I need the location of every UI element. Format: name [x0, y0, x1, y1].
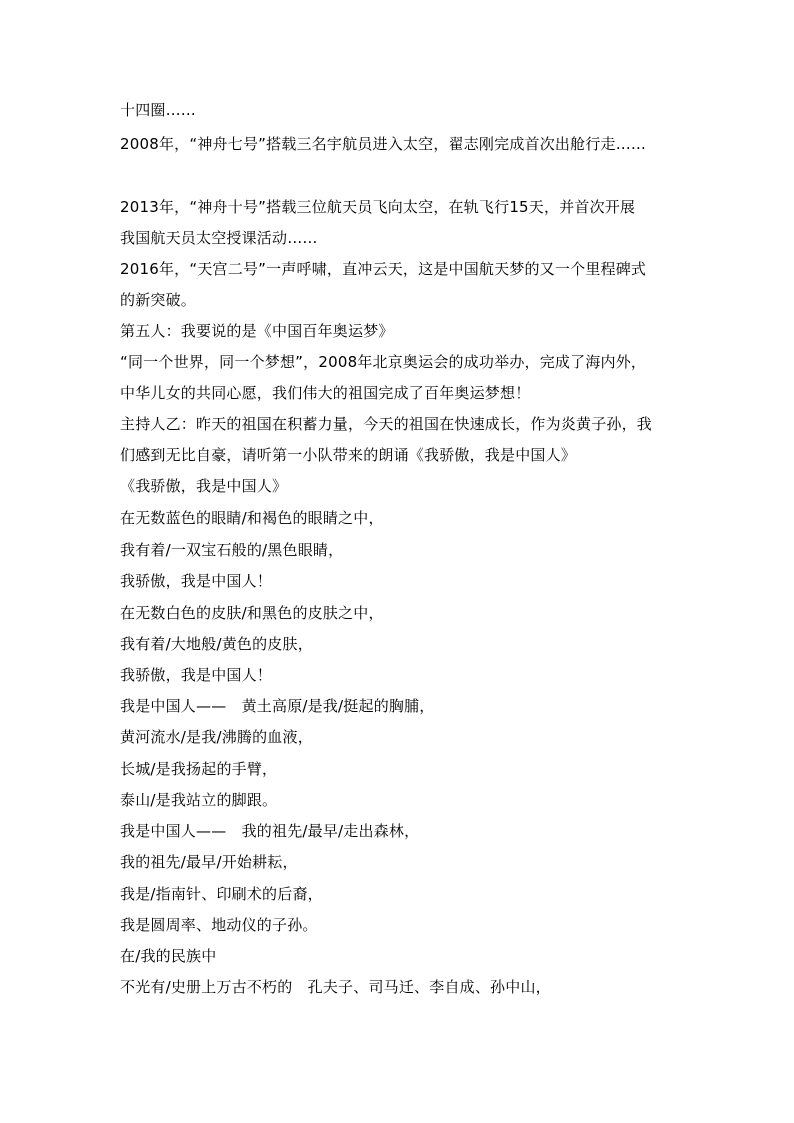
poem-line: 在无数白色的皮肤/和黑色的皮肤之中， [120, 604, 384, 622]
poem-line: 我有着/一双宝石般的/黑色眼睛， [120, 541, 344, 559]
poem-line: 我是中国人—— 黄土高原/是我/挺起的胸脯， [120, 697, 435, 715]
poem-line: 我是/指南针、印刷术的后裔， [120, 885, 323, 903]
poem-line: 在无数蓝色的眼睛/和褐色的眼睛之中， [120, 509, 384, 527]
text-line: 2016年，“天宫二号”一声呼啸，直冲云天，这是中国航天梦的又一个里程碑式 [120, 260, 647, 278]
poem-line: 长城/是我扬起的手臂， [120, 760, 278, 778]
poem-line: 不光有/史册上万古不朽的 孔夫子、司马迁、李自成、孙中山， [120, 978, 551, 996]
text-line: “同一个世界，同一个梦想”，2008年北京奥运会的成功举办，完成了海内外， [120, 353, 647, 371]
text-line: 主持人乙：昨天的祖国在积蓄力量，今天的祖国在快速成长，作为炎黄子孙，我 [120, 415, 653, 433]
poem-line: 我是中国人—— 我的祖先/最早/走出森林， [120, 822, 420, 840]
text-line: 中华儿女的共同心愿，我们伟大的祖国完成了百年奥运梦想！ [120, 384, 531, 402]
text-line: 2008年，“神舟七号”搭载三名宇航员进入太空，翟志刚完成首次出舱行走…… [120, 135, 647, 153]
poem-line: 我是圆周率、地动仪的子孙。 [120, 916, 318, 934]
text-line: 们感到无比自豪，请听第一小队带来的朗诵《我骄傲，我是中国人》 [120, 446, 577, 464]
poem-line: 我骄傲，我是中国人！ [120, 666, 273, 684]
text-line: 十四圈…… [120, 101, 197, 119]
text-line: 我国航天员太空授课活动…… [120, 229, 318, 247]
text-line: 2013年，“神舟十号”搭载三位航天员飞向太空，在轨飞行15天，并首次开展 [120, 198, 636, 216]
poem-line: 我骄傲，我是中国人！ [120, 572, 273, 590]
poem-line: 在/我的民族中 [120, 947, 217, 965]
text-line: 的新突破。 [120, 291, 197, 309]
section-heading: 第五人：我要说的是《中国百年奥运梦》 [120, 322, 394, 340]
poem-line: 黄河流水/是我/沸腾的血液， [120, 728, 313, 746]
poem-line: 我的祖先/最早/开始耕耘， [120, 853, 298, 871]
poem-line: 泰山/是我站立的脚跟。 [120, 791, 278, 809]
poem-line: 我有着/大地般/黄色的皮肤， [120, 635, 313, 653]
poem-title: 《我骄傲，我是中国人》 [120, 477, 288, 495]
